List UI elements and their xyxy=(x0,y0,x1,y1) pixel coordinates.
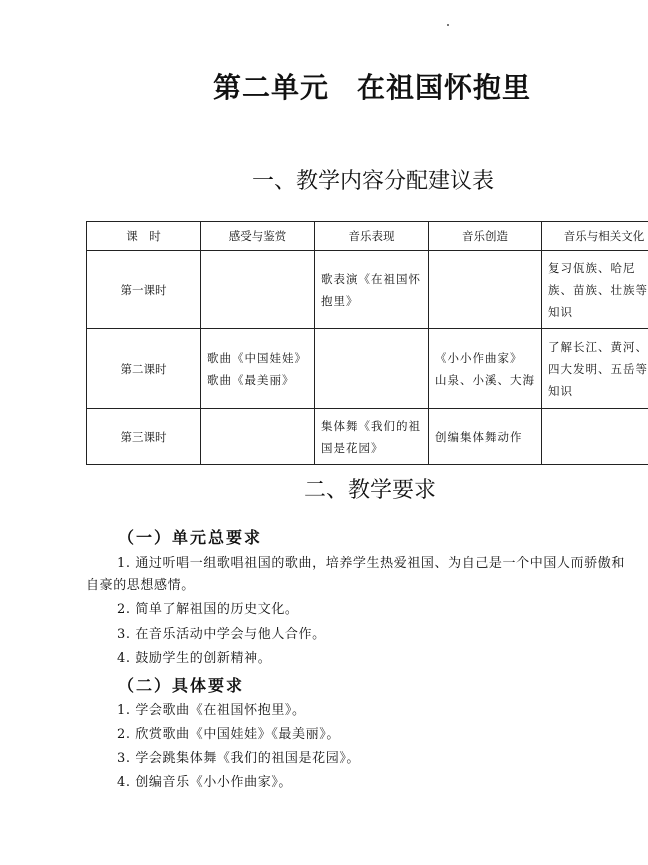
teaching-allocation-table xyxy=(86,221,648,465)
specific-item-2: 2. 欣赏歌曲《中国娃娃》《最美丽》。 xyxy=(117,727,340,742)
header-performance: 音乐表现 xyxy=(315,222,429,251)
cell-line: 四大发明、五岳等 xyxy=(548,361,648,376)
appreciation-cell xyxy=(201,251,315,329)
performance-cell xyxy=(315,409,429,465)
lesson-cell: 第三课时 xyxy=(87,409,201,465)
culture-cell xyxy=(542,329,648,409)
specific-item-1: 1. 学会歌曲《在祖国怀抱里》。 xyxy=(117,703,306,718)
specific-item-4: 4. 创编音乐《小小作曲家》。 xyxy=(117,775,293,790)
unit-title xyxy=(213,70,531,106)
lesson-cell: 第二课时 xyxy=(87,329,201,409)
table-row xyxy=(87,409,648,465)
table-header-row xyxy=(87,222,648,251)
appreciation-cell xyxy=(201,329,315,409)
cell-line: 歌曲《最美丽》 xyxy=(207,372,295,387)
cell-line: 集体舞《我们的祖 xyxy=(321,418,421,433)
table-row xyxy=(87,251,648,329)
cell-line: 《小小作曲家》 xyxy=(435,350,523,365)
creation-cell xyxy=(429,251,542,329)
cell-line: 歌曲《中国娃娃》 xyxy=(207,350,307,365)
section-heading-allocation-table: 一、教学内容分配建议表 xyxy=(252,169,495,194)
scan-speck xyxy=(447,24,449,26)
cell-line: 知识 xyxy=(548,304,573,319)
cell-line: 创编集体舞动作 xyxy=(435,429,523,444)
subheading-general-requirements: （一）单元总要求 xyxy=(118,528,263,547)
header-culture: 音乐与相关文化 xyxy=(542,222,648,251)
performance-cell xyxy=(315,329,429,409)
cell-line: 知识 xyxy=(548,383,573,398)
general-item-3: 3. 在音乐活动中学会与他人合作。 xyxy=(117,627,326,642)
general-item-1: 1. 通过听唱一组歌唱祖国的歌曲，培养学生热爱祖国、为自己是一个中国人而骄傲和 xyxy=(117,556,625,571)
unit-name: 在祖国怀抱里 xyxy=(357,71,532,104)
cell-line: 复习佤族、哈尼 xyxy=(548,260,636,275)
header-lesson: 课 时 xyxy=(87,222,201,251)
cell-line: 族、苗族、壮族等 xyxy=(548,282,648,297)
cell-line: 抱里》 xyxy=(321,293,359,308)
performance-cell xyxy=(315,251,429,329)
cell-line: 国是花园》 xyxy=(321,440,384,455)
section-heading-requirements: 二、教学要求 xyxy=(304,478,437,503)
appreciation-cell xyxy=(201,409,315,465)
general-item-4: 4. 鼓励学生的创新精神。 xyxy=(117,651,272,666)
creation-cell xyxy=(429,409,542,465)
creation-cell xyxy=(429,329,542,409)
culture-cell xyxy=(542,251,648,329)
cell-line: 歌表演《在祖国怀 xyxy=(321,271,421,286)
lesson-cell: 第一课时 xyxy=(87,251,201,329)
specific-item-3: 3. 学会跳集体舞《我们的祖国是花园》。 xyxy=(117,751,361,766)
culture-cell xyxy=(542,409,648,465)
header-appreciation: 感受与鉴赏 xyxy=(201,222,315,251)
unit-number: 第二单元 xyxy=(213,71,330,104)
cell-line: 了解长江、黄河、 xyxy=(548,339,648,354)
general-item-2: 2. 简单了解祖国的历史文化。 xyxy=(117,602,299,617)
subheading-specific-requirements: （二）具体要求 xyxy=(118,676,245,695)
table-row xyxy=(87,329,648,409)
general-item-1-cont: 自豪的思想感情。 xyxy=(86,578,195,593)
header-creation: 音乐创造 xyxy=(429,222,542,251)
cell-line: 山泉、小溪、大海 xyxy=(435,372,535,387)
